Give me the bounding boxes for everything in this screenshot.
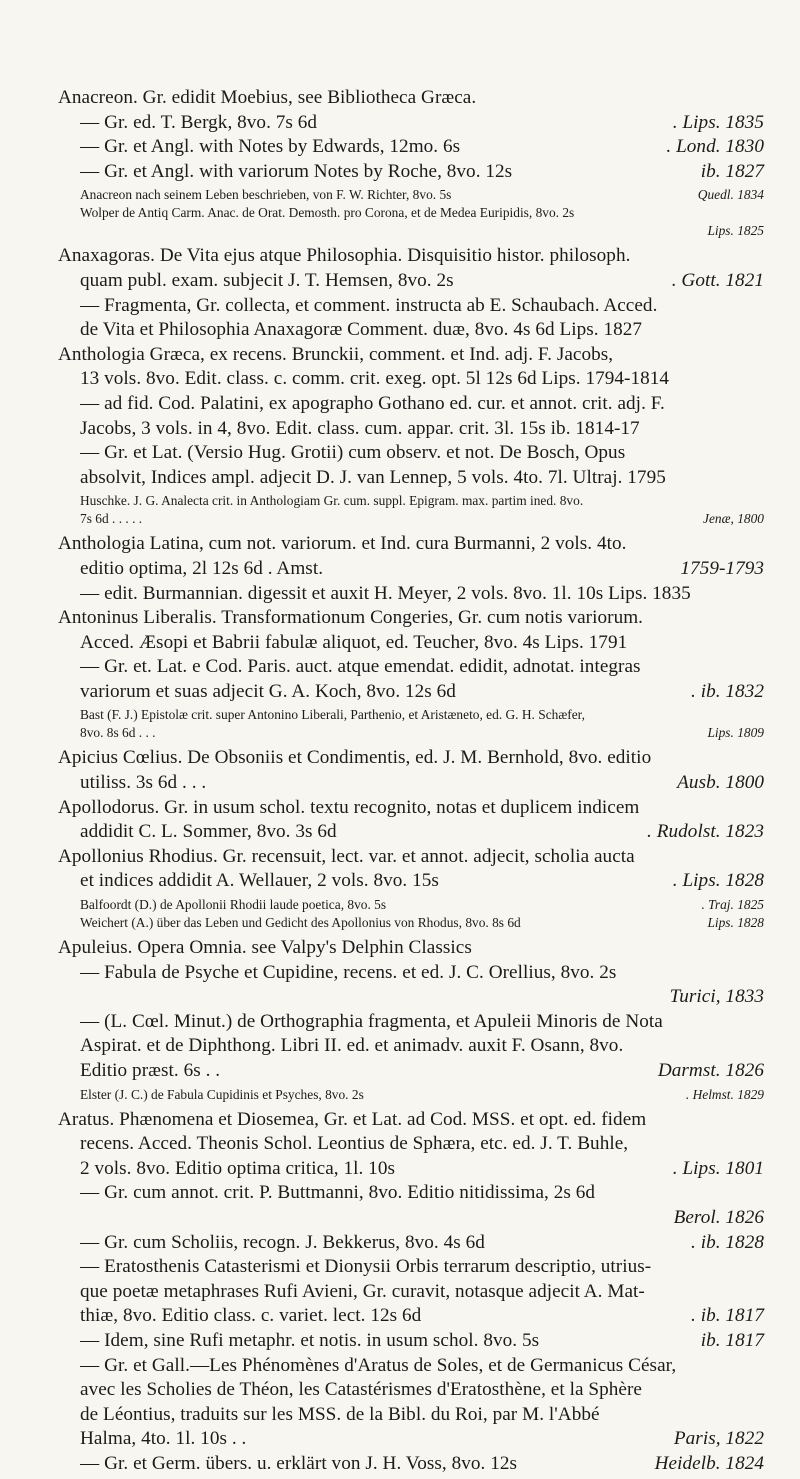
entry-text: — Idem, sine Rufi metaphr. et notis. in usum schol. 8vo. 5s [80,1329,540,1351]
entry-line [58,222,764,240]
entry-line [58,655,764,680]
place-date: . Traj. 1825 [701,897,764,913]
entry-text: Anthologia Græca, ex recens. Brunckii, comment. et Ind. adj. F. Jacobs, [58,343,614,365]
entry-line [58,961,764,986]
entry-line [58,367,764,392]
place-date: Heidelb. 1824 [654,1452,764,1474]
entry-line [58,1034,764,1059]
entry-text: addidit C. L. Sommer, 8vo. 3s 6d [80,821,337,843]
catalogue-entry [58,1108,764,1477]
place-date: . Rudolst. 1823 [647,821,764,843]
related-works-note [58,896,764,932]
place-date: . Lips. 1828 [672,870,764,892]
entry-text: et indices addidit A. Wellauer, 2 vols. 8vo. 15s [80,870,439,892]
entry-text: — Gr. ed. T. Bergk, 8vo. 7s 6d [80,111,318,133]
entry-text: — Gr. et Angl. with variorum Notes by Roche, 8vo. 12s [80,160,513,182]
place-date: Ausb. 1800 [677,772,764,794]
entry-text: editio optima, 2l 12s 6d . Amst. [80,557,324,579]
entry-text: Wolper de Antiq Carm. Anac. de Orat. Demosth. pro Corona, et de Medea Euripidis, 8vo. 2s [80,205,575,221]
entry-line [58,1108,764,1133]
entry-line [58,186,764,204]
entry-text: Weichert (A.) über das Leben und Gedicht des Apollonius von Rhodus, 8vo. 8s 6d [80,915,521,931]
entry-text: utiliss. 3s 6d . . . [80,772,207,794]
entry-line [58,557,764,582]
place-date: Lips. 1809 [707,725,764,741]
entry-text: Elster (J. C.) de Fabula Cupidinis et Psyches, 8vo. 2s [80,1086,364,1102]
catalogue-entry [58,936,764,1084]
entry-text: que poetæ metaphrases Rufi Avieni, Gr. curavit, notasque adjecit A. Mat- [80,1280,645,1302]
entry-text: — ad fid. Cod. Palatini, ex apographo Gothano ed. cur. et annot. crit. adj. F. [80,392,665,414]
entry-text: Aspirat. et de Diphthong. Libri II. ed. et animadv. auxit F. Osann, 8vo. [80,1035,624,1057]
entry-text: — Gr. cum annot. crit. P. Buttmanni, 8vo. Editio nitidissima, 2s 6d [80,1182,596,1204]
entry-text: — (L. Cœl. Minut.) de Orthographia fragmenta, et Apuleii Minoris de Nota [80,1010,663,1032]
entry-text: variorum et suas adjecit G. A. Koch, 8vo. 12s 6d [80,680,456,702]
entry-line [58,1010,764,1035]
entry-line [58,724,764,742]
entry-text: quam publ. exam. subjecit J. T. Hemsen, 8vo. 2s [80,269,454,291]
entry-line [58,771,764,796]
entry-text: 8vo. 8s 6d . . . [80,725,156,741]
entry-line [58,985,764,1010]
entry-line [58,582,764,607]
entry-line [58,204,764,222]
entry-line [58,1086,764,1104]
place-date: Jenæ, 1800 [703,511,764,527]
entry-text: Acced. Æsopi et Babrii fabulæ aliquot, ed. Teucher, 8vo. 4s Lips. 1791 [80,631,628,653]
entry-text: 13 vols. 8vo. Edit. class. c. comm. crit. exeg. opt. 5l 12s 6d Lips. 1794-1814 [80,368,670,390]
entry-line [58,746,764,771]
entry-line [58,160,764,185]
entry-text: — Gr. et Lat. (Versio Hug. Grotii) cum observ. et not. De Bosch, Opus [80,442,626,464]
entry-line [58,466,764,491]
entry-line [58,441,764,466]
entry-line [58,318,764,343]
entry-text: Anacreon. Gr. edidit Moebius, see Bibliotheca Græca. [58,87,477,108]
place-date: Paris, 1822 [673,1428,764,1450]
entry-line [58,1181,764,1206]
entry-line [58,1206,764,1231]
entry-text: thiæ, 8vo. Editio class. c. variet. lect. 12s 6d [80,1305,422,1327]
entry-text: Anthologia Latina, cum not. variorum. et Ind. cura Burmanni, 2 vols. 4to. [58,533,627,555]
entry-text: Aratus. Phænomena et Diosemea, Gr. et Lat. ad Cod. MSS. et opt. ed. fidem [58,1108,647,1130]
place-date: Lips. 1828 [707,915,764,931]
entry-line [58,492,764,510]
entry-line [58,796,764,821]
place-date: . Helmst. 1829 [685,1086,764,1102]
place-date: Turici, 1833 [669,986,764,1008]
entry-line [58,845,764,870]
place-date: . Gott. 1821 [671,269,764,291]
place-date: Darmst. 1826 [657,1060,764,1081]
place-date: . ib. 1817 [691,1305,764,1327]
entry-line [58,1403,764,1428]
entry-line [58,1304,764,1329]
place-date: ib. 1827 [700,160,764,182]
entry-line [58,896,764,914]
entry-text: — Gr. et Gall.—Les Phénomènes d'Aratus de Soles, et de Germanicus César, [80,1354,677,1376]
entry-line [58,1231,764,1256]
entry-line [58,269,764,294]
entry-line [58,86,764,111]
entry-text: — Fragmenta, Gr. collecta, et comment. instructa ab E. Schaubach. Acced. [80,294,658,316]
entry-text: Halma, 4to. 1l. 10s . . [80,1428,247,1450]
entry-line [58,1354,764,1379]
entry-line [58,1329,764,1354]
entry-line [58,510,764,528]
entry-text: de Vita et Philosophia Anaxagoræ Comment. duæ, 8vo. 4s 6d Lips. 1827 [80,319,643,341]
catalogue-entry [58,86,764,184]
entry-line [58,392,764,417]
entry-text: avec les Scholies de Théon, les Catastérismes d'Eratosthène, et la Sphère [80,1379,642,1401]
entry-text: — Gr. et Germ. übers. u. erklärt von J. H. Voss, 8vo. 12s [80,1452,518,1474]
entry-line [58,869,764,894]
entry-line [58,606,764,631]
entry-text: Anacreon nach seinem Leben beschrieben, von F. W. Richter, 8vo. 5s [80,187,452,203]
place-date: ib. 1817 [700,1329,764,1351]
place-date: . ib. 1828 [691,1231,764,1253]
entry-text: — Gr. cum Scholiis, recogn. J. Bekkerus, 8vo. 4s 6d [80,1231,485,1253]
entry-line [58,1378,764,1403]
place-date: 1759-1793 [680,557,764,579]
place-date: . ib. 1832 [691,680,764,702]
place-date: . Lips. 1835 [672,111,764,133]
entry-text: absolvit, Indices ampl. adjecit D. J. van Lennep, 5 vols. 4to. 7l. Ultraj. 1795 [80,466,666,488]
entry-text: Apollonius Rhodius. Gr. recensuit, lect. var. et annot. adjecit, scholia aucta [58,845,635,867]
entry-line [58,532,764,557]
place-date: Lips. 1825 [707,223,764,239]
entry-line [58,417,764,442]
related-works-note [58,706,764,742]
entry-text: Editio præst. 6s . . [80,1060,221,1081]
entry-line [58,936,764,961]
catalogue-entry [58,532,764,704]
entry-line [58,914,764,932]
entry-line [58,706,764,724]
entry-line [58,294,764,319]
entry-line [58,244,764,269]
entry-text: — Eratosthenis Catasterismi et Dionysii Orbis terrarum descriptio, utrius- [80,1256,652,1278]
entry-text: Huschke. J. G. Analecta crit. in Anthologiam Gr. cum. suppl. Epigram. max. partim ined. 8vo. [80,493,584,509]
entry-text: de Léontius, traduits sur les MSS. de la Bibl. du Roi, par M. l'Abbé [80,1403,600,1425]
entry-text: Antoninus Liberalis. Transformationum Congeries, Gr. cum notis variorum. [58,607,644,629]
entry-text: Anaxagoras. De Vita ejus atque Philosophia. Disquisitio histor. philosoph. [58,245,631,267]
entry-text: — Gr. et Angl. with Notes by Edwards, 12mo. 6s [80,136,461,158]
entry-text: Apuleius. Opera Omnia. see Valpy's Delphin Classics [58,937,472,959]
place-date: . Lips. 1801 [672,1157,764,1179]
entry-line [58,1280,764,1305]
catalogue-entry [58,746,764,894]
entry-line [58,820,764,845]
place-date: . Lond. 1830 [666,136,764,158]
entry-text: — Gr. et. Lat. e Cod. Paris. auct. atque emendat. edidit, adnotat. integras [80,656,641,678]
entry-text: 2 vols. 8vo. Editio optima critica, 1l. 10s [80,1157,395,1179]
entry-line [58,111,764,136]
entry-line [58,1255,764,1280]
entry-line [58,1157,764,1182]
entry-text: Apicius Cœlius. De Obsoniis et Condimentis, ed. J. M. Bernhold, 8vo. editio [58,747,652,769]
entry-line [58,343,764,368]
entry-line [58,1059,764,1084]
entry-text: Bast (F. J.) Epistolæ crit. super Antonino Liberali, Parthenio, et Aristæneto, ed. G. H. Schæfer, [80,707,585,723]
entry-text: Jacobs, 3 vols. in 4, 8vo. Edit. class. cum. appar. crit. 3l. 15s ib. 1814-17 [80,417,640,439]
entry-line [58,1427,764,1452]
entry-text: — edit. Burmannian. digessit et auxit H. Meyer, 2 vols. 8vo. 1l. 10s Lips. 1835 [80,582,691,604]
place-date: Quedl. 1834 [697,187,764,203]
related-works-note [58,1086,764,1104]
entry-line [58,1132,764,1157]
catalogue-entry [58,244,764,490]
entry-text: 7s 6d . . . . . [80,511,143,527]
entry-text: Apollodorus. Gr. in usum schol. textu recognito, notas et duplicem indicem [58,796,640,818]
entry-line [58,680,764,705]
entry-text: recens. Acced. Theonis Schol. Leontius de Sphæra, etc. ed. J. T. Buhle, [80,1133,629,1155]
related-works-note [58,492,764,528]
entry-line [58,135,764,160]
entry-line [58,631,764,656]
entry-line [58,1452,764,1477]
place-date: Berol. 1826 [673,1206,764,1228]
entry-text: Balfoordt (D.) de Apollonii Rhodii laude poetica, 8vo. 5s [80,897,387,913]
related-works-note [58,186,764,240]
entry-text: — Fabula de Psyche et Cupidine, recens. et ed. J. C. Orellius, 8vo. 2s [80,961,617,983]
